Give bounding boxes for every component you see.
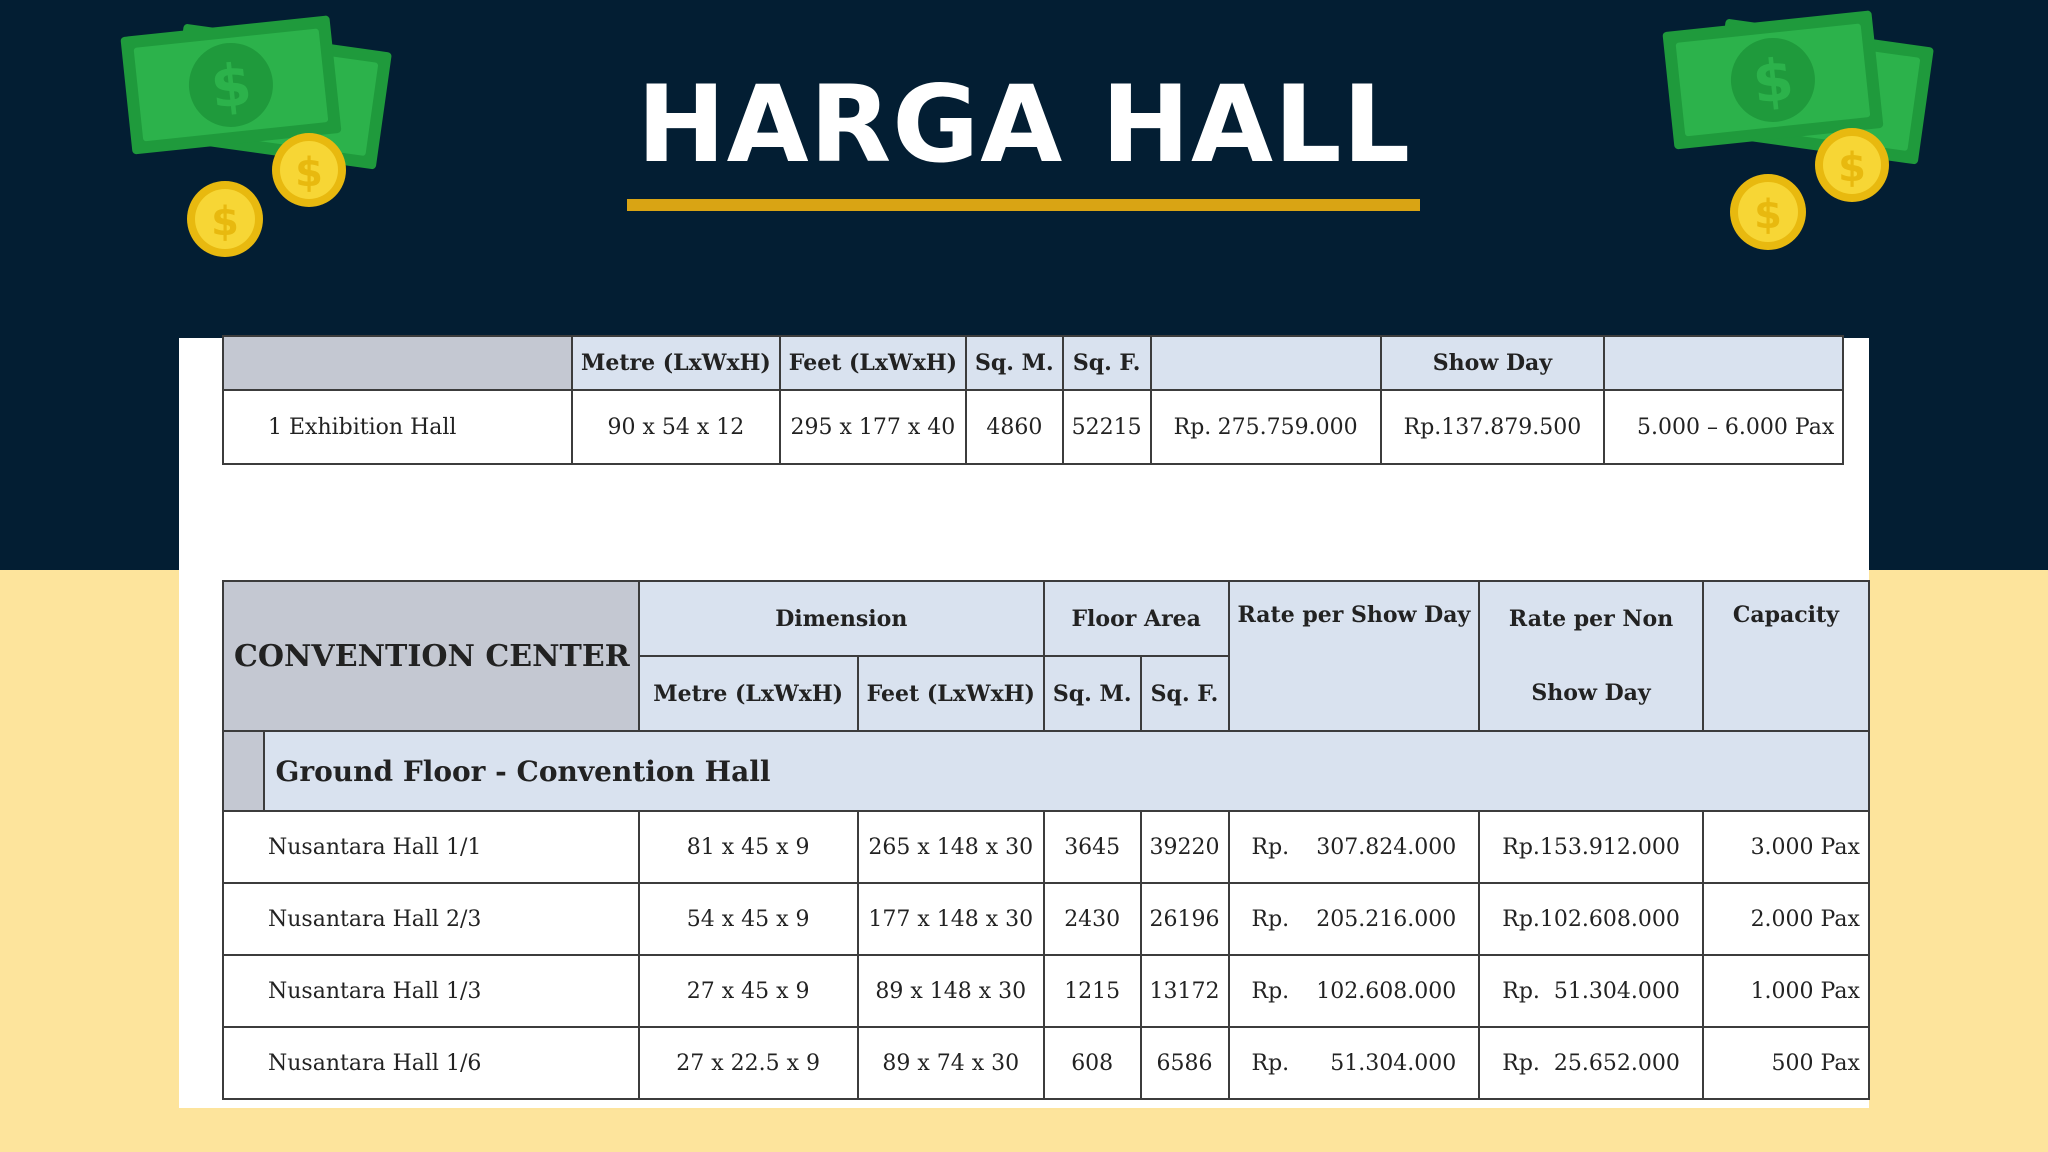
convention-header-row-1 [223, 581, 1869, 656]
rate-show-cell [1151, 390, 1381, 464]
subsection-title: Ground Floor - Convention Hall [264, 731, 1868, 811]
exhibition-header-row [223, 336, 1843, 390]
capacity-cell: 1.000 Pax [1703, 955, 1869, 1027]
metre-cell: 90 x 54 x 12 [572, 390, 780, 464]
rate-value: 25.652.000 [1553, 1050, 1680, 1076]
table-row [223, 1027, 1869, 1099]
header-sqf: Sq. F. [1063, 336, 1151, 390]
capacity-cell: 3.000 Pax [1703, 811, 1869, 883]
header-floor-area: Floor Area [1044, 581, 1229, 656]
sqm-cell: 3645 [1044, 811, 1141, 883]
table-row [223, 390, 1843, 464]
hall-name: Nusantara Hall 1/1 [223, 811, 639, 883]
metre-cell: 54 x 45 x 9 [639, 883, 858, 955]
feet-cell: 89 x 74 x 30 [858, 1027, 1044, 1099]
capacity-cell: 5.000 – 6.000 Pax [1604, 390, 1843, 464]
sqf-cell: 39220 [1141, 811, 1229, 883]
header-metre: Metre (LxWxH) [639, 656, 858, 731]
rate-non-cell [1479, 955, 1703, 1027]
svg-text:$: $ [1754, 192, 1782, 238]
header-cell-corner [223, 336, 572, 390]
sqf-cell: 26196 [1141, 883, 1229, 955]
svg-text:$: $ [211, 199, 239, 245]
rp-prefix: Rp. [1502, 978, 1540, 1004]
header-capacity: Capacity [1703, 581, 1869, 731]
header-rate-non-line1: Rate per Non [1508, 606, 1674, 632]
section-title: CONVENTION CENTER [223, 581, 639, 731]
rate-non-cell [1479, 883, 1703, 955]
header-feet: Feet (LxWxH) [858, 656, 1044, 731]
rate-non-cell [1479, 1027, 1703, 1099]
svg-text:$: $ [1749, 45, 1797, 117]
capacity-cell: 2.000 Pax [1703, 883, 1869, 955]
rp-prefix: Rp. [1403, 414, 1442, 440]
header-rate-show: Rate per Show Day [1229, 581, 1480, 731]
exhibition-table [222, 335, 1844, 465]
title-underline [627, 199, 1420, 211]
metre-cell: 27 x 22.5 x 9 [639, 1027, 858, 1099]
rate-value: 51.304.000 [1330, 1050, 1457, 1076]
table-row [223, 955, 1869, 1027]
page-title: HARGA HALL [636, 63, 1412, 186]
header-rate-non [1479, 581, 1703, 731]
header-feet: Feet (LxWxH) [780, 336, 966, 390]
rate-value: 307.824.000 [1316, 834, 1457, 860]
rp-prefix: Rp. [1251, 906, 1290, 932]
rate-show-cell [1229, 1027, 1480, 1099]
rp-prefix: Rp. [1251, 1050, 1290, 1076]
money-stack-icon [1662, 0, 1942, 260]
hall-name: Nusantara Hall 1/6 [223, 1027, 639, 1099]
header-dimension: Dimension [639, 581, 1044, 656]
header-rate-non-line2: Show Day [1531, 680, 1651, 706]
rate-value: 102.608.000 [1539, 906, 1680, 932]
subsection-marker [223, 731, 264, 811]
capacity-cell: 500 Pax [1703, 1027, 1869, 1099]
sqm-cell: 1215 [1044, 955, 1141, 1027]
rp-prefix: Rp. [1502, 906, 1540, 932]
rate-show-cell [1229, 883, 1480, 955]
svg-text:$: $ [207, 50, 255, 122]
header-show-day: Show Day [1381, 336, 1605, 390]
hall-name: Nusantara Hall 1/3 [223, 955, 639, 1027]
table-row [223, 883, 1869, 955]
rate-value: 275.759.000 [1217, 414, 1358, 440]
feet-cell: 265 x 148 x 30 [858, 811, 1044, 883]
hall-name: 1 Exhibition Hall [223, 390, 572, 464]
rp-prefix: Rp. [1251, 834, 1290, 860]
table-row [223, 811, 1869, 883]
rp-prefix: Rp. [1502, 1050, 1540, 1076]
rate-value: 51.304.000 [1553, 978, 1680, 1004]
sqf-cell: 52215 [1063, 390, 1151, 464]
feet-cell: 177 x 148 x 30 [858, 883, 1044, 955]
metre-cell: 81 x 45 x 9 [639, 811, 858, 883]
convention-table [222, 580, 1870, 1100]
rate-value: 102.608.000 [1316, 978, 1457, 1004]
sqm-cell: 2430 [1044, 883, 1141, 955]
rate-non-cell [1381, 390, 1605, 464]
sqm-cell: 608 [1044, 1027, 1141, 1099]
header-sqf: Sq. F. [1141, 656, 1229, 731]
subsection-row [223, 731, 1869, 811]
header-capacity [1604, 336, 1843, 390]
rp-prefix: Rp. [1502, 834, 1540, 860]
svg-text:$: $ [295, 150, 323, 196]
rate-value: 153.912.000 [1539, 834, 1680, 860]
metre-cell: 27 x 45 x 9 [639, 955, 858, 1027]
svg-text:$: $ [1838, 145, 1866, 191]
rate-show-cell [1229, 955, 1480, 1027]
rate-value: 205.216.000 [1316, 906, 1457, 932]
money-stack-icon [120, 5, 400, 265]
rate-show-cell [1229, 811, 1480, 883]
rate-non-cell [1479, 811, 1703, 883]
feet-cell: 89 x 148 x 30 [858, 955, 1044, 1027]
sqf-cell: 6586 [1141, 1027, 1229, 1099]
header-rate-show [1151, 336, 1381, 390]
sqf-cell: 13172 [1141, 955, 1229, 1027]
header-sqm: Sq. M. [966, 336, 1063, 390]
rp-prefix: Rp. [1173, 414, 1212, 440]
header-metre: Metre (LxWxH) [572, 336, 780, 390]
rp-prefix: Rp. [1251, 978, 1290, 1004]
feet-cell: 295 x 177 x 40 [780, 390, 966, 464]
hall-name: Nusantara Hall 2/3 [223, 883, 639, 955]
sqm-cell: 4860 [966, 390, 1063, 464]
rate-value: 137.879.500 [1441, 414, 1582, 440]
header-sqm: Sq. M. [1044, 656, 1141, 731]
